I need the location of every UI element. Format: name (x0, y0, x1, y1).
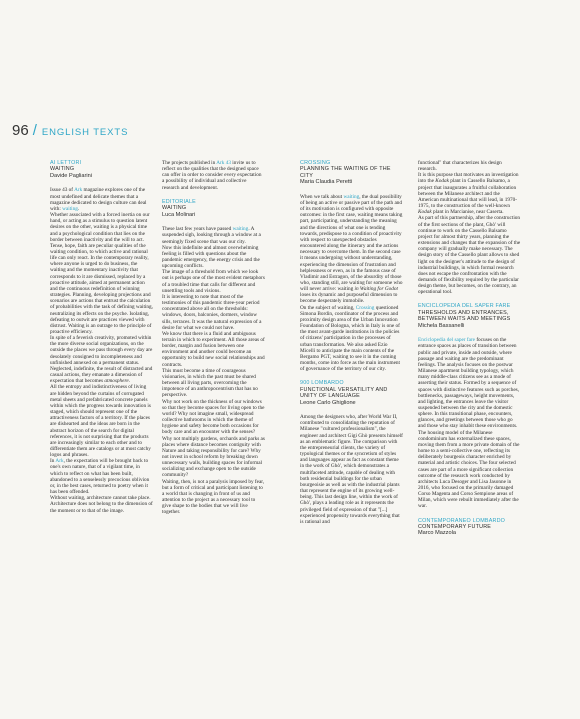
article-section-tag: ENCICLOPEDIA DEL SAPER FARE (418, 303, 511, 310)
page-number: 96 (12, 122, 29, 139)
text-column-1 (50, 160, 153, 713)
article-title: WAITING (50, 166, 75, 173)
body-paragraph: Enciclopedia del saper fare focuses on the entrance spaces as places of transition between public and private, inside and outside, where passage and waiting are the predominant feelings. The analysis focuses on the postwar Milanese apartment building typology, which many middle-class citizens see as a mode of asserting their status. Formed by a sequence of spaces with distinctive features such as porches, bottlenecks, passageways, height movements, and lighting, the entrances leave the visitor suspended between the city and the domestic sphere. In this transitional phase, encounters, glances, and greetings between those who go and those who stay inhabit these environments. The housing model of the Milanese condominium has externalized these spaces, moving them from a more private domain of the home to a semi-collective one, reflecting its deliberately bourgeois character enriched by material and artistic choices. The four selected cases are part of a more significant collection outcome of the research work conducted by architects Luca Desoger and Lisa Jasonne in 2016, who focused on the primarily damaged Corso Magenta and Corso Sempione areas of Milan, which were rebuilt immediately after the war. (418, 337, 520, 510)
body-paragraph: The projects published in Ark 43 invite us to reflect on the qualities that the designed space can offer in order to consider every expectation a possibility of individual and collective research and development. (162, 160, 262, 191)
article-author: Michela Bassanelli (418, 322, 465, 329)
body-paragraph: We know that there is a fluid and ambiguous terrain in which to experiment. All those areas of border, margin and fusion between one environment and another could become an opportunity to build new social relationships and contracts. (162, 330, 265, 368)
body-paragraph: Issue 43 of Ark magazine explores one of the most undefined and delicate themes that a magazine dedicated to design culture can deal with: waiting. (50, 187, 147, 212)
body-paragraph: All the entropy and indistinctiveness of living are hidden beyond the curtains of corrugated metal sheets and prefabricated concrete panels within which the progress towards innovation is staged, which should represent one of the attractiveness factors of a territory. If the places are dishearted and the ideas are born in the abstract horizon of the search for digital references, it is not surprising that the products are increasingly similar to each other and to differentiate them are catalogs or at most catchy logos and phrases. (50, 384, 151, 459)
article-author: Maria Claudia Peretti (300, 179, 353, 186)
article-author: Leone Carlo Ghiglione (300, 399, 356, 406)
article-title: WAITING (162, 205, 187, 212)
body-paragraph: Nature and taking responsibility for care? Why not invest in school reform by breaking down unnecessary walls, building spaces for informal socializing and exchange open to the outside community? (162, 447, 263, 479)
article-author: Luca Molinari (162, 211, 196, 218)
text-column-4 (418, 160, 521, 713)
article-author: Davide Pagliarini (50, 172, 92, 179)
body-paragraph: It is this purpose that motivates an investigation into the Kodak plant in Cassello Balsamo, a project that inaugurates a fruitful collaboration between the Milanese architect and the American multinational that will lead, in 1970-1975, to the construction of the well-known Kodak plant in Marcianise, near Caserta. (418, 172, 519, 216)
body-paragraph: Whether associated with a forced inertia on our hand, or acting as a stimulus to question latent desires on the other, waiting is a physical time and a psychological condition that lies on the border between inactivity and the will to act. (50, 212, 150, 243)
text-column-2 (162, 160, 265, 516)
article (300, 160, 403, 372)
page-header (12, 122, 128, 139)
article (300, 380, 403, 525)
body-paragraph: Why not work on the thickness of our windows so that they become spaces for living open to the world? Why not imagine small, widespread collective bathrooms in which the theme of hygiene and safety become both occasions for body care and an encounter with the senses? Why not multiply gardens, orchards and parks as places where distance becomes contiguity with (162, 398, 265, 448)
article-title: THRESHOLDS AND ENTRANCES, BETWEEN WAITS AND MEETINGS (418, 309, 511, 323)
article-section-tag: AI LETTORI (50, 160, 82, 166)
article (418, 518, 521, 537)
body-paragraph: It is interesting to note that most of the testimonies of this pandemic three-year period concentrated above all on the thresholds: windows, doors, balconies, dormers, window sills, terraces. It was the natural expression of a desire for what we could not have. (162, 293, 262, 331)
body-paragraph: Without waiting, architecture cannot take place. Architecture does not belong to the dimension of the moment or to that of the image. (50, 495, 153, 514)
body-paragraph: As part of this partnership, after the construction of the first sections of the plant, Ghò' will continue to work on the Cassello Balsamo project for almost thirty years, planning the extensions and changes that the expansion of the company will gradually make necessary. The design story of the Cassello plant allows to shed light on the designer's attitude to the design of industrial buildings, in which formal research does not escape the confrontation with the demands of flexibility required by the particular design theme, but becomes, on the contrary, an operational tool. (418, 215, 521, 296)
header-separator: / (32, 122, 37, 139)
body-paragraph: Tense, hope, faith are peculiar qualities of the waiting condition, to which active and rational life can only react. In the contemporary reality, where anyone is urged to do business, the waiting and the momentary inactivity that corresponds to it are dismissed, replaced by a proactive attitude, aimed at permanent action and the continuous redefinition of winning strategies. Planning, developing projections and scenarios are actions that entrust the calculation of probabilities with the task of defining waiting, neutralizing its effects on the psyche. Isolating, defeating to outwit are practices viewed with distrust. Waiting is an outrage to the principle of proactive efficiency. (50, 242, 153, 335)
article-section-tag: CONTEMPORANEO LOMBARDO (418, 517, 506, 524)
section-title: ENGLISH TEXTS (41, 127, 129, 138)
body-paragraph: These last few years have passed waiting. A suspended sigh, looking through a window at a seemingly fixed scene that was our city. (162, 226, 261, 245)
article-title: FUNCTIONAL VERSATILITY AND UNITY OF LANGUAGE (300, 386, 388, 400)
article (162, 199, 265, 516)
body-paragraph: In spite of a feverish creativity, promoted within the more diverse social organizations, on the outside the places we pass through every day are desolately consigned to incompleteness and unfinished annexed on a permanent status. Neglected, indefinite, the result of distracted and casual actions, they emanate a dimension of expectation that becomes atmosphere. (50, 335, 153, 385)
article-section-tag: EDITORIALE (162, 198, 196, 205)
article (50, 160, 153, 514)
body-paragraph: When we talk about waiting, the dual possibility of being an active or passive part of the path and of its motivation is configured with opposite outcomes: in the first case, waiting means taking part, participating, understanding the meaning and the directions of what one is tending towards, predispose to a condition of proactivity with respect to unexpected obstacles encountered along the itinerary and the actions necessary to overcome them. In the second case it means undergoing without understanding, experiencing the dimension of frustration and helplessness or even, as in the famous case of Vladimir and Estragon, of the absurdity of those who, standing still, are waiting for someone who will never arrive: waiting in Waiting for Godot loses its dynamic and purposeful dimension to become desperately immobile. (300, 193, 403, 305)
article (418, 160, 521, 295)
body-paragraph: Now this indefinite and almost overwhelming feeling is filled with questions about the pandemic emergency, the energy crisis and the upcoming conflicts. (162, 244, 260, 270)
body-paragraph: The image of a threshold from which we look out is perhaps one of the most evident metaphors of a troubled time that calls for different and unsettling tools and visions. (162, 269, 265, 294)
body-paragraph: In Ark, the expectation will be brought back to one's own nature, that of a vigilant time, in which to reflect on what has been built, abandoned to a senselessly precocious oblivion or, in the best cases, returned to poetry when it has been offended. (50, 458, 150, 496)
article (418, 303, 521, 509)
article (162, 160, 265, 191)
article-section-tag: CROSSING (300, 160, 331, 166)
article-title: PLANNING THE WAITING OF THE CITY (300, 166, 391, 179)
text-column-3 (300, 160, 403, 713)
body-paragraph: Waiting, then, is not a paralysis imposed by fear, but a form of critical and participant listening to a world that is changing in front of us and attention to the project as a necessary tool to give shape to the bodies that we will live together. (162, 478, 265, 516)
body-paragraph: Among the designers who, after World War II, contributed to consolidating the reputation of Milanese "cultured professionalism", the engineer and architect Gigi Ghò presents himself as an emblematic figure. The comparison with the entrepreneurial clients, the variety of typological themes or the syncretism of styles and languages appear as fact as constant theme in the work of Ghò', which demonstrates a multifaceted attitude, capable of dealing with both residential buildings for the urban bourgeoisie as well as with the industrial plants that represent the engine of its growing well-being. This last design line, within the work of Ghò', plays a leading role as it represents the privileged field of expression of that "[...] experienced propensity towards everything that is rational and (300, 414, 403, 525)
article-section-tag: 900 LOMBARDO (300, 380, 344, 387)
body-paragraph: This must become a time of courageous visionaries, in which the past must be shared between all living parts, overcoming the impotence of an anthropocentrism that has no perspective. (162, 367, 258, 399)
article-author: Marco Mazzola (418, 530, 456, 537)
article-title: CONTEMPORARY FUTURE (418, 524, 492, 531)
body-paragraph: functional" that characterizes his design research. (418, 160, 502, 173)
body-paragraph: On the subject of waiting, Crossing questioned Simona Bordin, coordinator of the process and proximity design area of the Urban Innovation Foundation of Bologna, which in Italy is one of the most avant-garde institutions in the policies of citizens' participation in the processes of urban transformation. We also asked Ezio Micelli to anticipate the main contents of the Bergamo PGT, waiting to see it in the coming months, come into force as the main instrument of governance of the territory of our city. (300, 304, 401, 373)
